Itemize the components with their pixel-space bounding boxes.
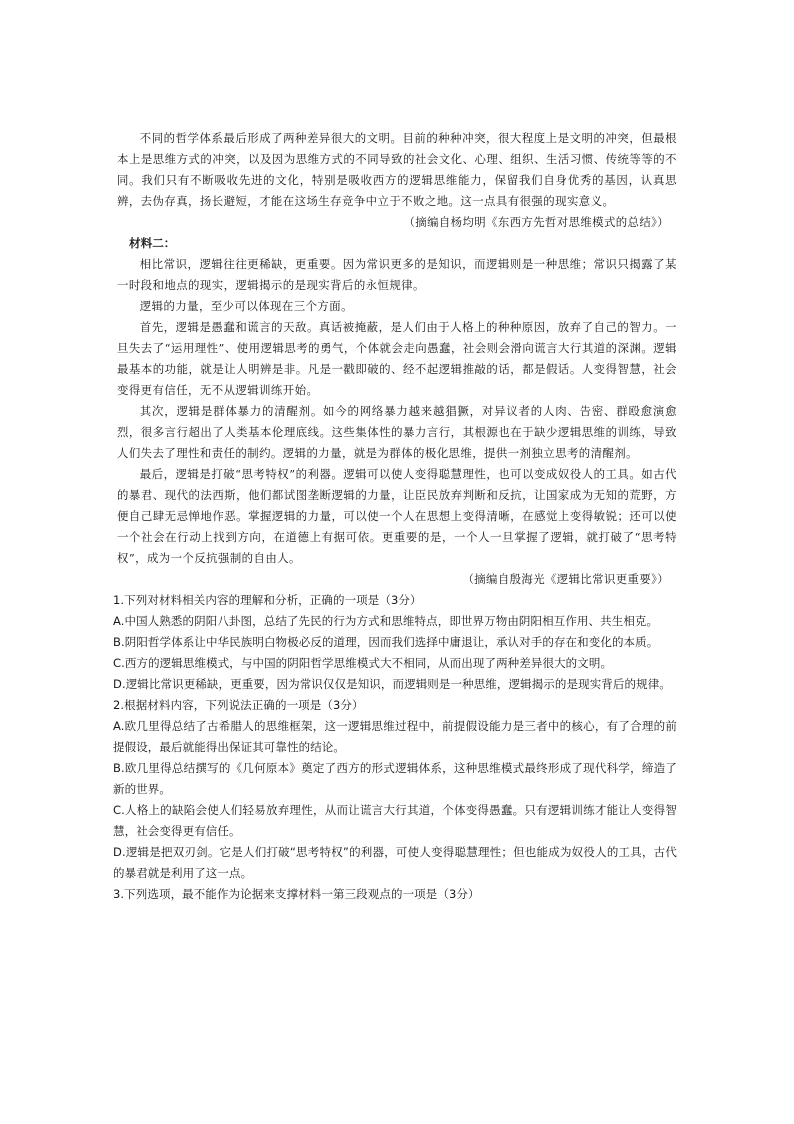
material1-paragraph: 不同的哲学体系最后形成了两种差异很大的文明。目前的种种冲突，很大程度上是文明的冲突，但最根本上是思维方式的冲突，以及因为思维方式的不同导致的社会文化、心理、组织、生活习惯、传统等等的不同。我们只有不断吸收先进的文化，特别是吸收西方的逻辑思维能力，保留我们自身优秀的基因，认真思辨，去伪存真，扬长避短，才能在这场生存竞争中立于不败之地。这一点具有很强的现实意义。	[117, 131, 677, 208]
material2-paragraph-2: 逻辑的力量，至少可以体现在三个方面。	[139, 299, 353, 313]
question-1-option-a: A.中国人熟悉的阴阳八卦图，总结了先民的行为方式和思维特点，即世界万物由阴阳相互作用、共生相克。	[113, 614, 659, 628]
question-2-stem: 2.根据材料内容，下列说法正确的一项是（3分）	[113, 698, 364, 712]
material2-paragraph-4: 其次，逻辑是群体暴力的清醒剂。如今的网络暴力越来越猖獗，对异议者的人肉、告密、群殴愈演愈烈，很多言行超出了人类基本伦理底线。这些集体性的暴力言行，其根源也在于缺少逻辑思维的训练，导致人们失去了理性和责任的制约。逻辑的力量，就是为群体的极化思维，提供一剂独立思考的清醒剂。	[117, 404, 677, 460]
question-1-option-b: B.阴阳哲学体系让中华民族明白物极必反的道理，因而我们选择中庸退让，承认对手的存在和变化的本质。	[113, 635, 659, 649]
question-3-stem: 3.下列选项，最不能作为论据来支撑材料一第三段观点的一项是（3分）	[113, 887, 480, 901]
material2-source: （摘编自殷海光《逻辑比常识更重要》）	[462, 572, 669, 586]
material1-source: （摘编自杨均明《东西方先哲对思维模式的总结》）	[403, 215, 669, 229]
question-1-option-d: D.逻辑比常识更稀缺，更重要，因为常识仅仅是知识，而逻辑则是一种思维，逻辑揭示的是现实背后的规律。	[113, 677, 671, 691]
material2-paragraph-5: 最后，逻辑是打破“思考特权”的利器。逻辑可以使人变得聪慧理性，也可以变成奴役人的工具。如古代的暴君、现代的法西斯，他们都试图垄断逻辑的力量，让臣民放弃判断和反抗，让国家成为无知的荒野，方便自己肆无忌惮地作恶。掌握逻辑的力量，可以使一个人在思想上变得清晰，在感觉上变得敏锐；还可以使一个社会在行动上找到方向，在道德上有据可依。更重要的是，一个人一旦掌握了逻辑，就打破了“思考特权”，成为一个反抗强制的自由人。	[117, 467, 677, 565]
question-2-option-a: A.欧几里得总结了古希腊人的思维框架，这一逻辑思维过程中，前提假设能力是三者中的核心，有了合理的前提假设，最后就能得出保证其可靠性的结论。	[113, 719, 677, 754]
material2-paragraph-1: 相比常识，逻辑往往更稀缺，更重要。因为常识更多的是知识，而逻辑则是一种思维；常识只揭露了某一时段和地点的现实，逻辑揭示的是现实背后的永恒规律。	[117, 257, 677, 292]
document-page	[113, 128, 677, 905]
question-1-stem: 1.下列对材料相关内容的理解和分析，正确的一项是（3分）	[113, 593, 422, 607]
question-2-option-d: D.逻辑是把双刃剑。它是人们打破“思考特权”的利器，可使人变得聪慧理性；但也能成为奴役人的工具，古代的暴君就是利用了这一点。	[113, 845, 677, 880]
material2-heading: 材料二：	[129, 236, 176, 250]
question-2-option-c: C.人格上的缺陷会使人们轻易放弃理性，从而让谎言大行其道，个体变得愚蠢。只有逻辑训练才能让人变得智慧，社会变得更有信任。	[113, 803, 677, 838]
question-1-option-c: C.西方的逻辑思维模式，与中国的阴阳哲学思维模式大不相同，从而出现了两种差异很大的文明。	[113, 656, 613, 670]
question-2-option-b: B.欧几里得总结撰写的《几何原本》奠定了西方的形式逻辑体系，这种思维模式最终形成了现代科学，缔造了新的世界。	[113, 761, 677, 796]
material2-paragraph-3: 首先，逻辑是愚蠢和谎言的天敌。真话被掩蔽，是人们由于人格上的种种原因，放弃了自己的智力。一旦失去了“运用理性”、使用逻辑思考的勇气，个体就会走向愚蠢，社会则会滑向谎言大行其道的深渊。逻辑最基本的功能，就是让人明辨是非。凡是一戳即破的、经不起逻辑推敲的话，都是假话。人变得智慧，社会变得更有信任，无不从逻辑训练开始。	[117, 320, 677, 397]
